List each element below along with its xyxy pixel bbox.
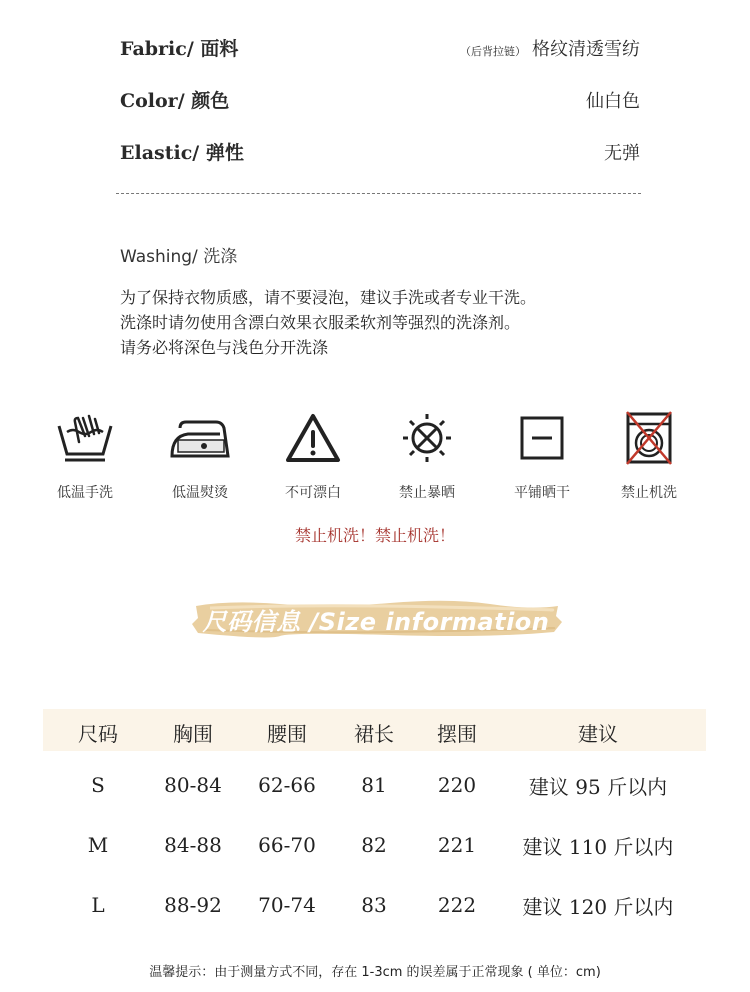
measurement-footnote: 温馨提示：由于测量方式不同，存在 1-3cm 的误差属于正常现象 ( 单位：cm) bbox=[149, 965, 601, 980]
spec-value-elastic: 无弹 bbox=[604, 143, 640, 164]
no-bleach-icon bbox=[283, 410, 343, 466]
care-item-dry-flat bbox=[487, 410, 597, 502]
size-cell-advice: 建议 110 斤以内 bbox=[522, 835, 674, 859]
dashed-divider bbox=[116, 193, 641, 194]
care-label-iron: 低温熨烫 bbox=[172, 485, 228, 501]
spec-value-color: 仙白色 bbox=[586, 91, 640, 112]
care-item-no-bleach bbox=[258, 410, 368, 502]
hand-wash-icon bbox=[55, 410, 115, 466]
spec-label-color: Color/ 颜色 bbox=[120, 90, 230, 112]
size-cell: 84-88 bbox=[164, 833, 222, 857]
care-label-no-bleach: 不可漂白 bbox=[285, 485, 341, 501]
care-warning: 禁止机洗！禁止机洗！ bbox=[294, 526, 455, 545]
care-item-hand-wash bbox=[30, 410, 140, 502]
washing-line-1: 为了保持衣物质感，请不要浸泡，建议手洗或者专业干洗。 bbox=[120, 288, 537, 307]
size-cell-advice: 建议 95 斤以内 bbox=[528, 775, 668, 799]
no-machine-wash-icon bbox=[619, 410, 679, 466]
size-header-size: 尺码 bbox=[78, 722, 118, 746]
spec-note-fabric: （后背拉链） bbox=[460, 45, 526, 58]
spec-value-fabric-text: 格纹清透雪纺 bbox=[532, 39, 640, 60]
size-cell: 222 bbox=[437, 893, 477, 917]
care-label-no-sun: 禁止暴晒 bbox=[399, 485, 455, 501]
size-cell: 66-70 bbox=[258, 833, 316, 857]
spec-label-elastic: Elastic/ 弹性 bbox=[120, 142, 244, 164]
size-cell: 221 bbox=[437, 833, 477, 857]
size-header-hem: 摆围 bbox=[437, 722, 477, 746]
care-label-hand-wash: 低温手洗 bbox=[57, 485, 113, 501]
spec-label-fabric: Fabric/ 面料 bbox=[120, 38, 239, 60]
size-cell: 88-92 bbox=[164, 893, 222, 917]
washing-line-2: 洗涤时请勿使用含漂白效果衣服柔软剂等强烈的洗涤剂。 bbox=[120, 313, 521, 332]
size-header-length: 裙长 bbox=[354, 722, 394, 746]
size-cell: 70-74 bbox=[258, 893, 316, 917]
care-label-no-machine-wash: 禁止机洗 bbox=[621, 485, 677, 501]
size-banner-text: 尺码信息 /Size information bbox=[202, 607, 550, 636]
size-cell: 83 bbox=[361, 893, 387, 917]
care-item-iron bbox=[145, 410, 255, 502]
size-cell: L bbox=[91, 893, 105, 917]
size-cell: 82 bbox=[361, 833, 387, 857]
care-label-dry-flat: 平铺晒干 bbox=[514, 485, 570, 501]
size-cell: 62-66 bbox=[258, 773, 316, 797]
size-header-bust: 胸围 bbox=[173, 722, 213, 746]
size-header-advice: 建议 bbox=[578, 722, 618, 746]
size-cell: M bbox=[87, 833, 109, 857]
care-item-no-machine-wash bbox=[594, 410, 704, 502]
size-banner bbox=[190, 598, 562, 640]
size-cell: 81 bbox=[361, 773, 387, 797]
size-cell: 80-84 bbox=[164, 773, 222, 797]
size-cell-advice: 建议 120 斤以内 bbox=[522, 895, 674, 919]
spec-value-fabric bbox=[460, 35, 640, 61]
low-temp-iron-icon bbox=[168, 410, 232, 466]
dry-flat-icon bbox=[512, 410, 572, 466]
care-item-no-sun bbox=[372, 410, 482, 502]
size-cell: 220 bbox=[437, 773, 477, 797]
no-sun-icon bbox=[397, 410, 457, 466]
size-header-waist: 腰围 bbox=[267, 722, 307, 746]
washing-line-3: 请务必将深色与浅色分开洗涤 bbox=[120, 338, 329, 357]
washing-title: Washing/ 洗涤 bbox=[120, 247, 238, 267]
size-cell: S bbox=[91, 773, 105, 797]
